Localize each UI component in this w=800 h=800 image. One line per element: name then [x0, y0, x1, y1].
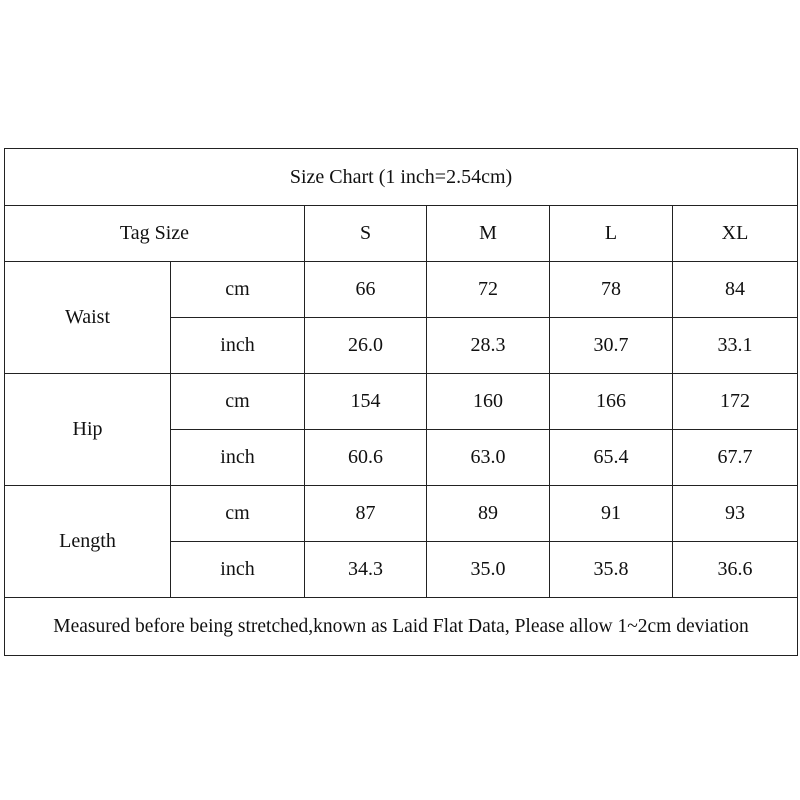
measurement-label-hip: Hip	[5, 374, 171, 486]
footer-row	[5, 598, 798, 656]
title-row	[5, 149, 798, 206]
table-row	[5, 486, 798, 542]
unit-label: cm	[171, 486, 305, 542]
table-cell: 67.7	[673, 430, 798, 486]
table-cell: 33.1	[673, 318, 798, 374]
table-cell: 89	[427, 486, 550, 542]
header-row	[5, 206, 798, 262]
size-chart-table	[4, 148, 798, 656]
table-cell: 93	[673, 486, 798, 542]
table-cell: 34.3	[305, 542, 427, 598]
table-cell: 84	[673, 262, 798, 318]
size-header-s: S	[305, 206, 427, 262]
unit-label: inch	[171, 318, 305, 374]
size-header-xl: XL	[673, 206, 798, 262]
table-cell: 36.6	[673, 542, 798, 598]
table-cell: 154	[305, 374, 427, 430]
measurement-label-length: Length	[5, 486, 171, 598]
table-cell: 87	[305, 486, 427, 542]
table-row	[5, 262, 798, 318]
table-cell: 60.6	[305, 430, 427, 486]
table-cell: 160	[427, 374, 550, 430]
size-header-l: L	[550, 206, 673, 262]
measurement-label-waist: Waist	[5, 262, 171, 374]
table-cell: 72	[427, 262, 550, 318]
table-cell: 65.4	[550, 430, 673, 486]
table-cell: 63.0	[427, 430, 550, 486]
table-cell: 26.0	[305, 318, 427, 374]
table-cell: 166	[550, 374, 673, 430]
unit-label: cm	[171, 262, 305, 318]
tag-size-label: Tag Size	[5, 206, 305, 262]
table-cell: 35.8	[550, 542, 673, 598]
unit-label: inch	[171, 542, 305, 598]
table-cell: 78	[550, 262, 673, 318]
table-cell: 66	[305, 262, 427, 318]
table-cell: 28.3	[427, 318, 550, 374]
table-cell: 30.7	[550, 318, 673, 374]
size-header-m: M	[427, 206, 550, 262]
unit-label: inch	[171, 430, 305, 486]
measurement-footnote: Measured before being stretched,known as Laid Flat Data, Please allow 1~2cm deviation	[5, 598, 798, 656]
table-cell: 172	[673, 374, 798, 430]
unit-label: cm	[171, 374, 305, 430]
table-row	[5, 374, 798, 430]
chart-title: Size Chart (1 inch=2.54cm)	[5, 149, 798, 206]
table-cell: 91	[550, 486, 673, 542]
table-cell: 35.0	[427, 542, 550, 598]
